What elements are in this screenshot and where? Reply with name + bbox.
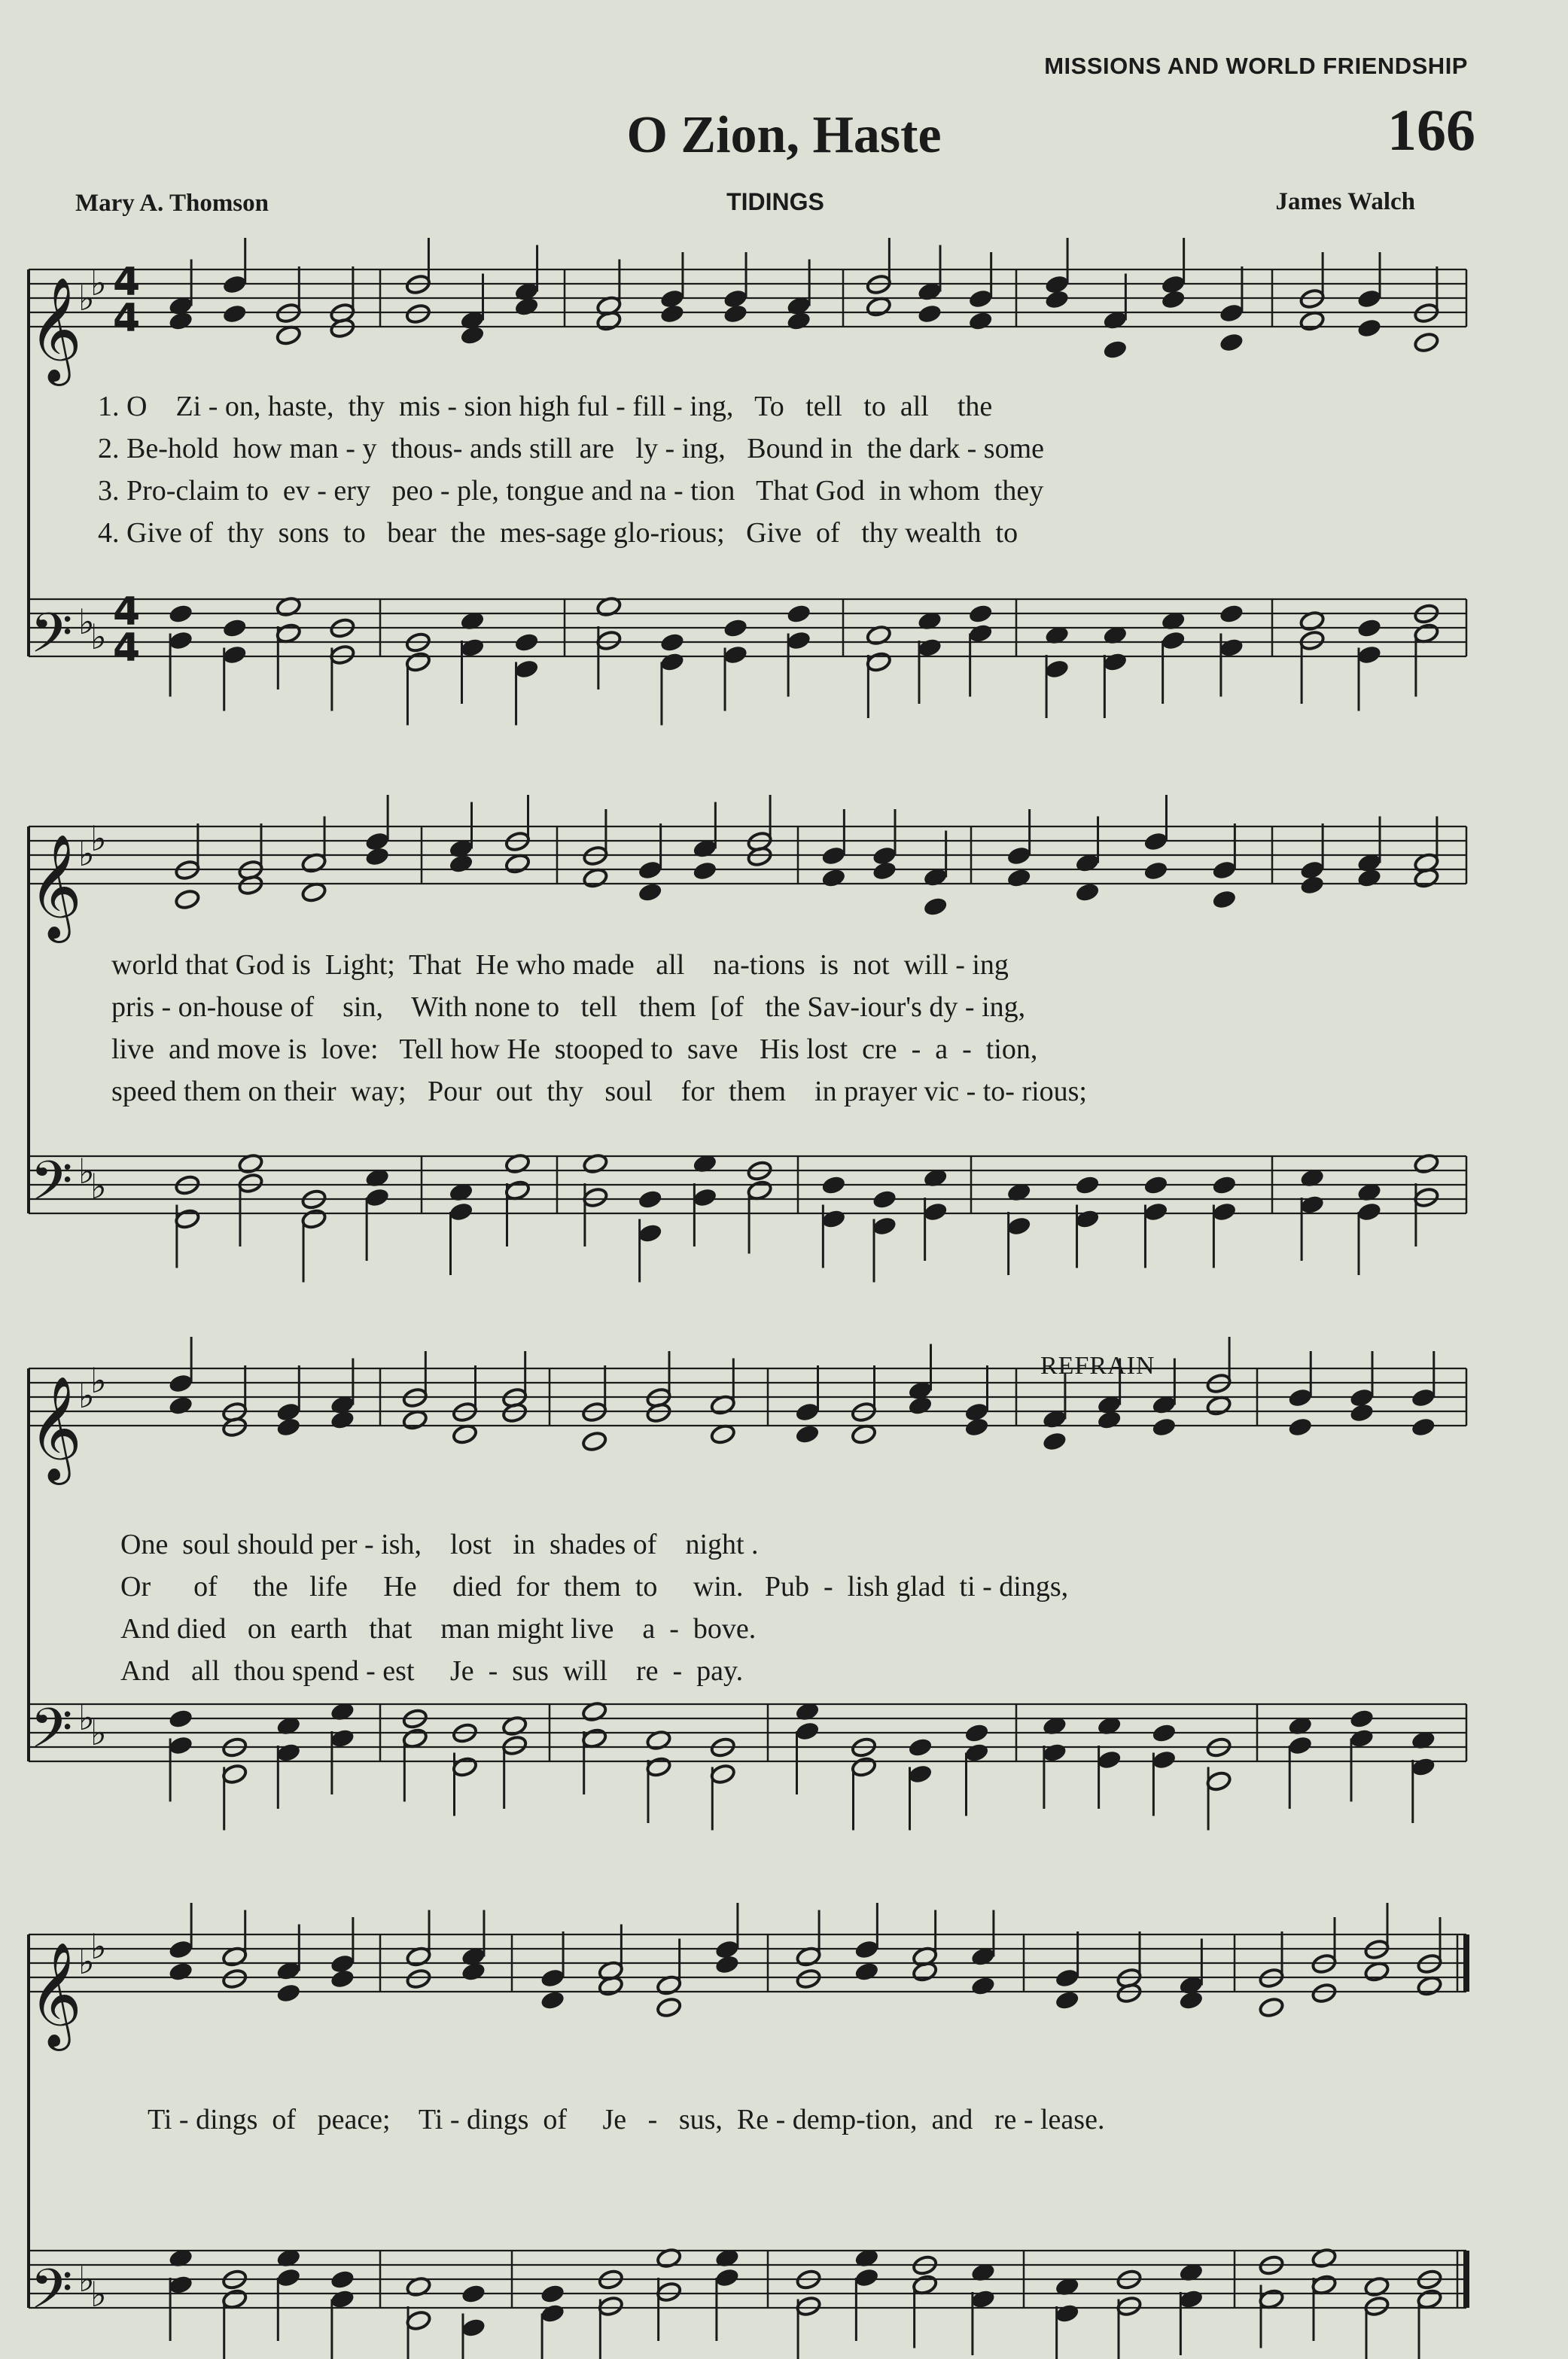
key-flat-t1a: ♭ xyxy=(78,278,95,318)
bass-note xyxy=(276,622,302,644)
soprano-note xyxy=(1218,302,1244,324)
hymn-title: O Zion, Haste xyxy=(626,106,942,164)
alto-note xyxy=(1143,860,1169,881)
alto-note xyxy=(221,303,248,324)
alto-note xyxy=(1074,881,1101,903)
tenor-note xyxy=(786,603,812,625)
bass-note xyxy=(871,1215,897,1237)
alto-note xyxy=(276,324,302,346)
bass-note xyxy=(1096,1749,1122,1770)
lyric-verse-2: Or of the life He died for them to win. Pub - lish glad ti - dings, xyxy=(120,1571,1069,1603)
bass-note xyxy=(1160,629,1186,651)
key-flat-t2a: ♭ xyxy=(78,833,95,874)
clefs-and-signatures xyxy=(29,260,140,2334)
soprano-note xyxy=(168,1372,194,1394)
alto-note xyxy=(796,1968,822,1989)
bass-note xyxy=(581,1727,607,1749)
treble-clef-3: 𝄞 xyxy=(29,1376,82,1481)
tenor-note xyxy=(964,1722,990,1744)
soprano-note xyxy=(637,859,663,881)
bass-note xyxy=(692,1186,718,1208)
lyrics-system-4 xyxy=(148,2099,1104,2141)
key-flat-t3a: ♭ xyxy=(78,1375,95,1416)
alto-note xyxy=(276,1416,302,1438)
bass-note xyxy=(821,1208,847,1230)
alto-note xyxy=(1258,1996,1284,2018)
key-flat-t2b: ♭ xyxy=(90,818,107,859)
alto-note xyxy=(406,1968,432,1989)
alto-note xyxy=(364,845,391,867)
soprano-note xyxy=(794,1401,821,1423)
alto-note xyxy=(786,310,812,332)
alto-note xyxy=(221,1968,248,1989)
time-sig-top-bass: 4 xyxy=(113,589,141,635)
alto-note xyxy=(513,296,540,318)
key-flat-t4a: ♭ xyxy=(78,1941,95,1982)
lyric-verse-4: 4. Give of thy sons to bear the mes-sage glo-rious; Give of thy wealth to xyxy=(98,517,1018,549)
bass-note xyxy=(329,644,355,665)
soprano-note xyxy=(1006,845,1032,866)
key-flat-b4a: ♭ xyxy=(78,2259,95,2300)
lyrics-system-3 xyxy=(120,1523,1068,1692)
bass-note xyxy=(854,2266,880,2288)
alto-note xyxy=(582,867,608,889)
bass-note xyxy=(1178,2288,1204,2310)
tenor-note xyxy=(460,2283,486,2305)
tenor-note xyxy=(967,603,994,625)
bass-note xyxy=(1356,1201,1382,1222)
alto-note xyxy=(1178,1989,1204,2011)
bass-note xyxy=(1102,651,1128,673)
treble-clef-2: 𝄞 xyxy=(29,834,82,939)
bass-note xyxy=(1416,2288,1442,2310)
author-credit: Mary A. Thomson xyxy=(75,190,269,217)
alto-note xyxy=(967,310,994,332)
alto-note xyxy=(276,1982,302,2004)
bass-note xyxy=(329,2288,355,2310)
alto-note xyxy=(168,1395,194,1417)
alto-note xyxy=(460,1961,486,1983)
bass-note xyxy=(659,651,685,673)
lyric-verse-3: And died on earth that man might live a - bove. xyxy=(120,1613,757,1645)
bass-note xyxy=(513,658,540,680)
bass-note xyxy=(460,2317,486,2339)
bass-note xyxy=(967,622,994,644)
soprano-note xyxy=(1054,1967,1080,1989)
alto-note xyxy=(1299,874,1326,896)
alto-note xyxy=(692,860,718,881)
lyric-verse-3: 3. Pro-claim to ev - ery peo - ple, tongue and na - tion That God in whom they xyxy=(98,475,1044,507)
alto-note xyxy=(1413,331,1439,353)
alto-note xyxy=(964,1416,990,1438)
tenor-note xyxy=(513,632,540,653)
bass-clef-1: 𝄢 xyxy=(30,601,73,678)
bass-note xyxy=(714,2266,740,2288)
alto-note xyxy=(459,324,486,346)
soprano-note xyxy=(1287,1386,1314,1408)
lyric-refrain: Ti - dings of peace; Ti - dings of Je - sus, Re - demp-tion, and re - lease. xyxy=(148,2104,1105,2135)
key-flat-b4b: ♭ xyxy=(90,2274,107,2315)
hymn-number: 166 xyxy=(1387,97,1475,163)
tune-name: TIDINGS xyxy=(726,188,824,215)
bass-note xyxy=(866,651,892,673)
bass-note xyxy=(786,629,812,651)
bass-note xyxy=(1211,1201,1238,1222)
bass-note xyxy=(964,1742,990,1764)
bass-note xyxy=(794,1720,821,1742)
alto-note xyxy=(723,303,749,324)
alto-note xyxy=(540,1989,566,2011)
soprano-note xyxy=(821,845,847,866)
bass-note xyxy=(970,2288,996,2310)
bass-clef-4: 𝄢 xyxy=(30,2257,73,2334)
bass-note xyxy=(276,1742,302,1764)
key-flat-b3a: ♭ xyxy=(78,1697,95,1738)
alto-note xyxy=(922,896,948,918)
alto-note xyxy=(656,1996,682,2018)
bass-note xyxy=(221,1763,248,1785)
bass-note xyxy=(1151,1749,1177,1770)
bass-note xyxy=(1363,2295,1390,2317)
alto-note xyxy=(1299,310,1326,332)
alto-note xyxy=(854,1961,880,1983)
section-heading: MISSIONS AND WORLD FRIENDSHIP xyxy=(1044,53,1468,79)
alto-note xyxy=(1410,1416,1436,1438)
bass-note xyxy=(1074,1208,1101,1230)
alto-note xyxy=(710,1423,736,1445)
tenor-note xyxy=(1348,1708,1375,1730)
tenor-note xyxy=(1074,1174,1101,1196)
alto-note xyxy=(637,881,663,903)
key-flat-b2a: ♭ xyxy=(78,1151,95,1192)
bass-note xyxy=(1410,1756,1436,1778)
bass-clef-2: 𝄢 xyxy=(30,1149,73,1226)
tenor-note xyxy=(221,617,248,639)
alto-note xyxy=(1311,1982,1337,2004)
alto-note xyxy=(1102,339,1128,361)
bass-note xyxy=(221,2288,248,2310)
soprano-note xyxy=(1211,859,1238,881)
tenor-note xyxy=(329,2269,355,2291)
soprano-note xyxy=(540,1967,566,1989)
bass-note xyxy=(504,1180,531,1201)
tenor-note xyxy=(168,1708,194,1730)
bass-note xyxy=(1006,1215,1032,1237)
alto-note xyxy=(1096,1409,1122,1431)
alto-note xyxy=(1363,1961,1390,1983)
alto-note xyxy=(1044,288,1070,310)
bass-note xyxy=(916,637,942,659)
alto-note xyxy=(448,853,474,875)
alto-note xyxy=(916,303,942,324)
lyric-verse-1: 1. O Zi - on, haste, thy mis - sion high ful - fill - ing, To tell to all the xyxy=(98,391,993,422)
bass-note xyxy=(595,629,622,651)
bass-note xyxy=(747,1180,773,1201)
treble-clef-4: 𝄞 xyxy=(29,1942,82,2047)
alto-note xyxy=(794,1423,821,1445)
lyric-verse-1: One soul should per - ish, lost in shades of night . xyxy=(120,1529,759,1560)
alto-note xyxy=(1356,867,1382,889)
tenor-note xyxy=(540,2283,566,2305)
key-flat-b2b: ♭ xyxy=(90,1166,107,1207)
lyric-verse-4: And all thou spend - est Je - sus will re - pay. xyxy=(120,1655,744,1687)
tenor-note xyxy=(907,1737,933,1758)
soprano-note xyxy=(221,273,248,295)
bass-note xyxy=(598,2295,624,2317)
bass-note xyxy=(1299,1194,1326,1216)
bass-note xyxy=(645,1756,671,1778)
alto-note xyxy=(1054,1989,1080,2011)
alto-note xyxy=(452,1423,478,1445)
tenor-note xyxy=(1211,1174,1238,1196)
treble-clef-1: 𝄞 xyxy=(29,277,82,382)
soprano-note xyxy=(967,288,994,309)
alto-note xyxy=(581,1430,607,1452)
soprano-note xyxy=(854,1938,880,1960)
bass-note xyxy=(922,1201,948,1222)
alto-note xyxy=(168,310,194,332)
bass-note xyxy=(1348,1727,1375,1749)
alto-note xyxy=(168,1961,194,1983)
tenor-note xyxy=(1143,1174,1169,1196)
alto-note xyxy=(301,881,327,903)
alto-note xyxy=(970,1975,996,1997)
bass-note xyxy=(1054,2303,1080,2324)
alto-note xyxy=(714,1953,740,1975)
bass-note xyxy=(1299,629,1326,651)
tenor-note xyxy=(821,1174,847,1196)
staff-lines xyxy=(29,269,1466,2308)
bass-note xyxy=(1143,1201,1169,1222)
time-sig-bottom-bass: 4 xyxy=(113,626,141,671)
bass-note xyxy=(907,1763,933,1785)
bass-note xyxy=(501,1734,528,1756)
bass-note xyxy=(1356,644,1382,665)
bass-note xyxy=(329,1727,355,1749)
bass-note xyxy=(402,1727,428,1749)
time-sig-top-treble: 4 xyxy=(113,260,141,305)
bass-note xyxy=(1311,2274,1337,2296)
alto-note xyxy=(1160,288,1186,310)
bass-note xyxy=(1044,658,1070,680)
alto-note xyxy=(1348,1402,1375,1423)
alto-note xyxy=(1356,317,1382,339)
alto-note xyxy=(659,303,685,324)
bass-note xyxy=(1258,2288,1284,2310)
bass-note xyxy=(459,637,486,659)
time-sig-bottom-treble: 4 xyxy=(113,296,141,341)
alto-note xyxy=(1416,1975,1442,1997)
note-heads xyxy=(168,238,1443,2359)
bass-note xyxy=(364,1186,391,1208)
bass-note xyxy=(1041,1742,1067,1764)
bass-note xyxy=(1116,2295,1142,2317)
bass-note xyxy=(406,2309,432,2331)
lyric-verse-3: live and move is love: Tell how He stooped to save His lost cre - a - tion, xyxy=(111,1033,1038,1065)
bass-note xyxy=(1413,622,1439,644)
key-flat-t3b: ♭ xyxy=(90,1360,107,1401)
bass-note xyxy=(796,2295,822,2317)
bass-note xyxy=(723,644,749,665)
bass-note xyxy=(1413,1186,1439,1208)
lyric-verse-1: world that God is Light; That He who made all na-tions is not will - ing xyxy=(111,949,1009,981)
bass-note xyxy=(168,629,194,651)
alto-note xyxy=(907,1395,933,1417)
bass-note xyxy=(851,1756,877,1778)
alto-note xyxy=(871,860,897,881)
key-flat-t4b: ♭ xyxy=(90,1926,107,1967)
refrain-label: REFRAIN xyxy=(1040,1352,1155,1380)
alto-note xyxy=(1211,888,1238,910)
alto-note xyxy=(174,888,200,910)
tenor-note xyxy=(871,1189,897,1210)
bass-note xyxy=(237,1172,263,1194)
lyrics-system-2 xyxy=(111,944,1087,1113)
bass-note xyxy=(656,2281,682,2303)
bass-note xyxy=(912,2274,938,2296)
alto-note xyxy=(1041,1430,1067,1452)
bass-note xyxy=(168,1734,194,1756)
bass-note xyxy=(301,1208,327,1230)
soprano-note xyxy=(1410,1386,1436,1408)
bass-note xyxy=(452,1756,478,1778)
lyric-verse-4: speed them on their way; Pour out thy soul for them in prayer vic - to- rious; xyxy=(111,1076,1087,1107)
soprano-note xyxy=(1143,830,1169,852)
bass-note xyxy=(405,651,431,673)
bass-note xyxy=(221,644,248,665)
alto-note xyxy=(402,1409,428,1431)
alto-note xyxy=(405,303,431,324)
bass-note xyxy=(582,1186,608,1208)
alto-note xyxy=(504,853,531,875)
tenor-note xyxy=(659,632,685,653)
tenor-note xyxy=(1151,1722,1177,1744)
soprano-note xyxy=(168,1938,194,1960)
tenor-note xyxy=(1218,603,1244,625)
alto-note xyxy=(329,1968,355,1989)
bass-note xyxy=(1287,1734,1314,1756)
tenor-note xyxy=(1356,617,1382,639)
alto-note xyxy=(1151,1416,1177,1438)
alto-note xyxy=(1206,1395,1232,1417)
alto-note xyxy=(866,296,892,318)
lyric-verse-2: pris - on-house of sin, With none to tell them [of the Sav-iour's dy - ing, xyxy=(111,991,1026,1023)
lyrics-system-1 xyxy=(98,385,1044,554)
bass-note xyxy=(1206,1770,1232,1792)
bass-note xyxy=(174,1208,200,1230)
alto-note xyxy=(1006,867,1032,889)
bass-note xyxy=(168,2274,194,2296)
composer-credit: James Walch xyxy=(1275,188,1415,215)
alto-note xyxy=(821,867,847,889)
alto-note xyxy=(851,1423,877,1445)
bass-note xyxy=(637,1222,663,1244)
tenor-note xyxy=(168,603,194,625)
bass-clef-3: 𝄢 xyxy=(30,1696,73,1773)
bass-note xyxy=(276,2266,302,2288)
key-flat-b1b: ♭ xyxy=(90,616,107,657)
bass-note xyxy=(540,2303,566,2324)
alto-note xyxy=(329,1409,355,1431)
alto-note xyxy=(1218,331,1244,353)
bass-note xyxy=(710,1763,736,1785)
alto-note xyxy=(1287,1416,1314,1438)
bass-note xyxy=(448,1201,474,1222)
bass-note xyxy=(1218,637,1244,659)
lyric-verse-2: 2. Be-hold how man - y thous- ands still are ly - ing, Bound in the dark - some xyxy=(98,433,1044,464)
soprano-note xyxy=(1356,288,1382,309)
key-flat-b1a: ♭ xyxy=(78,601,95,642)
key-flat-t1b: ♭ xyxy=(90,263,107,303)
tenor-note xyxy=(723,617,749,639)
tenor-note xyxy=(637,1189,663,1210)
key-flat-b3b: ♭ xyxy=(90,1712,107,1753)
